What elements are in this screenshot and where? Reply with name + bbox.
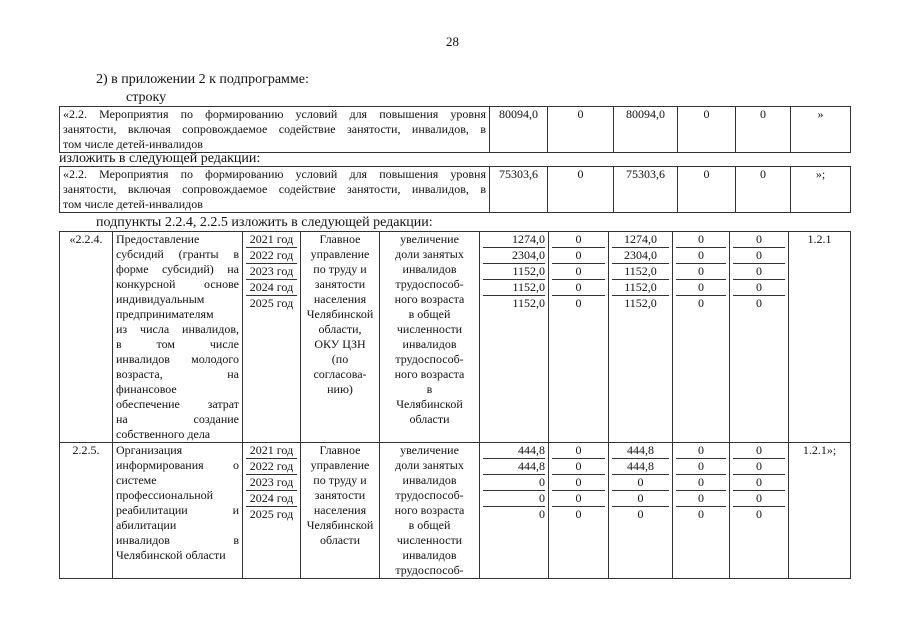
- subitem-loc-value: 0: [676, 491, 726, 507]
- subitem-years: [243, 443, 301, 579]
- executor-line: Главное: [319, 232, 361, 246]
- subitem-executor: [301, 443, 380, 579]
- indicator-line: инвалидов: [402, 548, 457, 562]
- executor-line: по труду и: [313, 473, 367, 487]
- subitem-extra: [730, 443, 789, 579]
- executor-line: Челябинской: [306, 518, 374, 532]
- subitem-name-line: системе: [116, 473, 157, 487]
- executor-line: управление: [310, 458, 370, 472]
- executor-line: по труду и: [313, 262, 367, 276]
- subitem-fed-value: 0: [552, 459, 605, 475]
- subitem-fed-value: 0: [552, 491, 605, 507]
- subitem-name-line: в том числе: [116, 337, 239, 351]
- subitem-total-value: 1152,0: [483, 264, 545, 280]
- executor-line: области: [319, 533, 361, 547]
- old-row-reg: 80094,0: [614, 107, 678, 153]
- new-row-text-line: том числе детей-инвалидов: [63, 197, 203, 211]
- new-row-extra: 0: [736, 167, 791, 213]
- subitem-loc-value: 0: [676, 232, 726, 248]
- subitem-name-line: профессиональной: [116, 488, 214, 502]
- subitem-name-line: информирования о: [116, 458, 239, 472]
- old-row-text-line: «2.2. Мероприятия по формированию условий для повышения уровня: [63, 107, 486, 121]
- subitem-extra-value: 0: [733, 232, 785, 248]
- executor-line: Челябинской: [306, 307, 374, 321]
- subitem-name-line: реабилитации и: [116, 503, 239, 517]
- subitem-name-line: финансовое: [116, 382, 177, 396]
- old-row-loc: 0: [678, 107, 736, 153]
- executor-line: населения: [313, 292, 367, 306]
- subitem-loc-value: 0: [676, 443, 726, 459]
- subitem-name-line: инвалидов молодого: [116, 352, 239, 366]
- indicator-line: ного возраста: [394, 367, 465, 381]
- subitem-link: 1.2.1»;: [789, 443, 851, 579]
- subitem-reg: [609, 232, 673, 443]
- subitem-fed-value: 0: [552, 280, 605, 296]
- executor-line: занятости: [314, 488, 366, 502]
- subitem-total-value: 1152,0: [483, 280, 545, 296]
- year-label: 2022 год: [246, 248, 297, 264]
- subitem-loc: [673, 443, 730, 579]
- indicator-line: увеличение: [400, 232, 459, 246]
- subitem-total-value: 444,8: [483, 443, 545, 459]
- subitem-name-line: форме субсидий) на: [116, 262, 239, 276]
- subitem-extra-value: 0: [733, 248, 785, 264]
- subitem-name-line: из числа инвалидов,: [116, 322, 239, 336]
- subitem-loc-value: 0: [698, 296, 704, 310]
- subitem-name-line: обеспечение затрат: [116, 397, 239, 411]
- new-row-fed: 0: [548, 167, 614, 213]
- subitem-extra-value: 0: [733, 264, 785, 280]
- subitem-extra-value: 0: [733, 459, 785, 475]
- subitem-fed-value: 0: [575, 507, 582, 521]
- subitem-name-line: возраста, на: [116, 367, 239, 381]
- executor-line: нию): [327, 382, 353, 396]
- subitem-fed: [549, 443, 609, 579]
- subitem-name-line: Организация: [116, 443, 183, 457]
- year-label: 2022 год: [246, 459, 297, 475]
- subitem-total-value: 2304,0: [483, 248, 545, 264]
- subitem-name-line: инвалидов в: [116, 533, 239, 547]
- subitem-link: 1.2.1: [789, 232, 851, 443]
- subitem-extra-value: 0: [756, 296, 762, 310]
- year-label: 2021 год: [246, 443, 297, 459]
- executor-line: Главное: [319, 443, 361, 457]
- new-row-text-line: занятости, включая сопровождаемое содействие занятости, инвалидов, в: [63, 182, 486, 196]
- old-row-text: [60, 107, 490, 153]
- old-row-fed: 0: [548, 107, 614, 153]
- indicator-line: доли занятых: [395, 247, 464, 261]
- subitem-number: «2.2.4.: [60, 232, 113, 443]
- new-row-text-line: «2.2. Мероприятия по формированию условий для повышения уровня: [63, 167, 486, 181]
- year-label: 2025 год: [249, 296, 294, 310]
- subitem-name-line: собственного дела: [116, 427, 211, 441]
- indicator-line: инвалидов: [402, 262, 457, 276]
- old-row-text-line: том числе детей-инвалидов: [63, 137, 203, 151]
- subitem-row: [60, 443, 851, 579]
- subitems-table: [59, 231, 851, 579]
- subitem-loc-value: 0: [676, 264, 726, 280]
- subitem-loc-value: 0: [676, 459, 726, 475]
- subitem-loc-value: 0: [676, 280, 726, 296]
- subitem-fed-value: 0: [575, 296, 582, 310]
- executor-line: (по: [331, 352, 349, 366]
- year-label: 2021 год: [246, 232, 297, 248]
- executor-line: области,: [318, 322, 362, 336]
- new-row-table: [59, 166, 851, 213]
- new-row-loc: 0: [678, 167, 736, 213]
- indicator-line: в общей: [408, 307, 451, 321]
- indicator-line: инвалидов: [402, 337, 457, 351]
- subitem-reg-value: 1152,0: [612, 280, 669, 296]
- subitem-name-line: абилитации: [116, 518, 177, 532]
- page-number: 28: [446, 34, 459, 49]
- indicator-line: области: [409, 412, 450, 426]
- intro-line-row: строку: [126, 90, 167, 105]
- subitem-indicator: [380, 443, 480, 579]
- intro-line-appendix: 2) в приложении 2 к подпрограмме:: [96, 72, 309, 87]
- subitem-total-value: 1152,0: [512, 296, 545, 310]
- indicator-line: трудоспособ-: [395, 563, 464, 577]
- subitem-name-line: конкурсной основе: [116, 277, 239, 291]
- subitem-reg-value: 444,8: [612, 443, 669, 459]
- executor-line: ОКУ ЦЗН: [314, 337, 366, 351]
- new-row-close: »;: [791, 167, 851, 213]
- year-label: 2025 год: [249, 507, 294, 521]
- indicator-line: увеличение: [400, 443, 459, 457]
- subitem-total-value: 444,8: [483, 459, 545, 475]
- subitem-total-value: 0: [483, 475, 545, 491]
- subitem-fed-value: 0: [552, 248, 605, 264]
- intro-line-subitems: подпункты 2.2.4, 2.2.5 изложить в следующей редакции:: [96, 215, 433, 230]
- subitem-extra-value: 0: [733, 491, 785, 507]
- subitem-name-line: предпринимателям: [116, 307, 214, 321]
- subitem-extra-value: 0: [756, 507, 762, 521]
- year-label: 2023 год: [246, 264, 297, 280]
- indicator-line: Челябинской: [396, 397, 463, 411]
- new-row-reg: 75303,6: [614, 167, 678, 213]
- subitem-total-value: 0: [483, 491, 545, 507]
- executor-line: населения: [313, 503, 367, 517]
- subitem-loc: [673, 232, 730, 443]
- subitem-row: [60, 232, 851, 443]
- old-row-total: 80094,0: [490, 107, 548, 153]
- subitem-years: [243, 232, 301, 443]
- subitem-name-line: Предоставление: [116, 232, 200, 246]
- indicator-line: ного возраста: [394, 292, 465, 306]
- year-label: 2023 год: [246, 475, 297, 491]
- subitem-total-value: 1274,0: [483, 232, 545, 248]
- new-row-text: [60, 167, 490, 213]
- indicator-line: трудоспособ-: [395, 352, 464, 366]
- subitem-name-line: индивидуальным: [116, 292, 205, 306]
- subitem-name: [113, 443, 243, 579]
- subitem-extra-value: 0: [733, 443, 785, 459]
- subitem-extra-value: 0: [733, 475, 785, 491]
- subitem-name-line: Челябинской области: [116, 548, 226, 562]
- old-row-text-line: занятости, включая сопровождаемое содействие занятости, инвалидов, в: [63, 122, 486, 136]
- subitem-name: [113, 232, 243, 443]
- year-label: 2024 год: [246, 491, 297, 507]
- indicator-line: инвалидов: [402, 473, 457, 487]
- year-label: 2024 год: [246, 280, 297, 296]
- subitem-reg-value: 1274,0: [612, 232, 669, 248]
- subitem-reg-value: 0: [612, 475, 669, 491]
- subitem-reg-value: 444,8: [612, 459, 669, 475]
- subitem-executor: [301, 232, 380, 443]
- subitem-total: [480, 443, 549, 579]
- old-row-extra: 0: [736, 107, 791, 153]
- subitem-extra: [730, 232, 789, 443]
- executor-line: занятости: [314, 277, 366, 291]
- indicator-line: ного возраста: [394, 503, 465, 517]
- intro-line-new-edition: изложить в следующей редакции:: [59, 151, 261, 166]
- subitem-total: [480, 232, 549, 443]
- subitem-total-value: 0: [539, 507, 545, 521]
- old-row-table: [59, 106, 851, 153]
- subitem-fed-value: 0: [552, 264, 605, 280]
- subitem-extra-value: 0: [733, 280, 785, 296]
- subitem-reg: [609, 443, 673, 579]
- indicator-line: численности: [396, 322, 463, 336]
- subitem-name-line: субсидий (гранты в: [116, 247, 239, 261]
- subitem-fed-value: 0: [552, 443, 605, 459]
- subitem-number: 2.2.5.: [60, 443, 113, 579]
- subitem-name-line: на создание: [116, 412, 239, 426]
- subitem-reg-value: 0: [637, 507, 644, 521]
- subitem-reg-value: 0: [612, 491, 669, 507]
- executor-line: управление: [310, 247, 370, 261]
- old-row-close: »: [791, 107, 851, 153]
- subitem-reg-value: 2304,0: [612, 248, 669, 264]
- new-row-total: 75303,6: [490, 167, 548, 213]
- subitem-loc-value: 0: [676, 475, 726, 491]
- subitem-fed: [549, 232, 609, 443]
- subitem-fed-value: 0: [552, 232, 605, 248]
- indicator-line: трудоспособ-: [395, 277, 464, 291]
- subitem-reg-value: 1152,0: [624, 296, 657, 310]
- subitem-fed-value: 0: [552, 475, 605, 491]
- indicator-line: трудоспособ-: [395, 488, 464, 502]
- indicator-line: в общей: [408, 518, 451, 532]
- indicator-line: доли занятых: [395, 458, 464, 472]
- indicator-line: в: [426, 382, 433, 396]
- executor-line: согласова-: [313, 367, 367, 381]
- subitem-reg-value: 1152,0: [612, 264, 669, 280]
- subitem-loc-value: 0: [698, 507, 704, 521]
- subitem-indicator: [380, 232, 480, 443]
- indicator-line: численности: [396, 533, 463, 547]
- subitem-loc-value: 0: [676, 248, 726, 264]
